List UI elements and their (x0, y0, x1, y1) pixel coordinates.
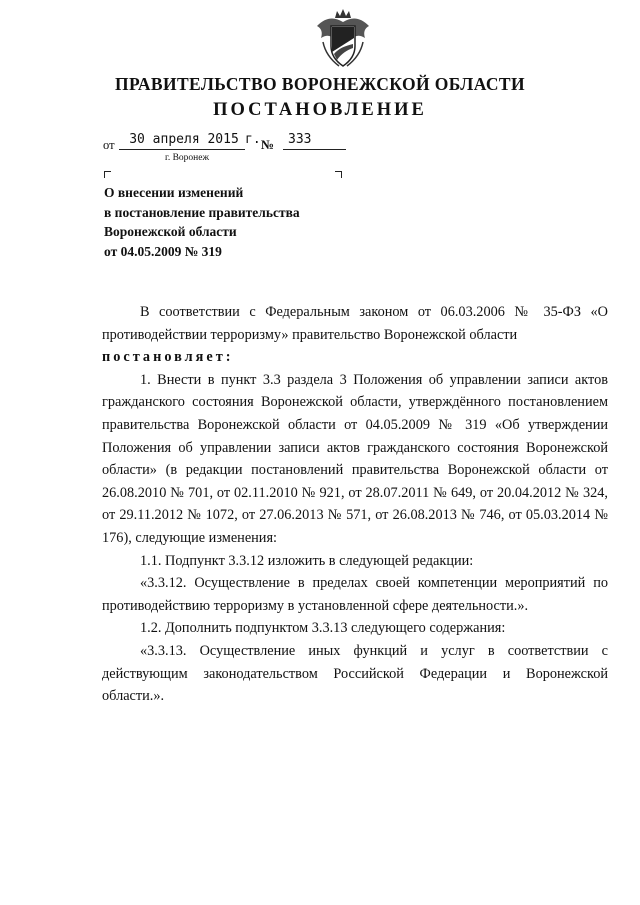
item-1-2-quote: «3.3.13. Осуществление иных функций и услуг в соответствии с действующим законодательством Российской Федерации и Воронежской области.». (102, 642, 608, 705)
document-type-title: ПОСТАНОВЛЕНИЕ (213, 100, 427, 120)
coat-of-arms-icon (311, 8, 375, 70)
left-bracket-mark (104, 171, 111, 178)
item-1-paragraph: 1. Внести в пункт 3.3 раздела 3 Положения об управлении записи актов гражданского состояния Воронежской области, утверждённого постановлением правительства Воронежской области от 04.05.2009 № 319 «Об утверждении Положения об управлении записи актов гражданского состояния Воронежской области» (в редакции постановлений правительства Воронежской области от 26.08.2010 № 701, от 02.11.2010 № 921, от 28.07.2011 № 649, от 20.04.2012 № 324, от 29.11.2012 № 1072, от 27.06.2013 № 571, от 26.08.2013 № 746, от 05.03.2014 № 176), следующие изменения: (102, 371, 608, 546)
right-bracket-mark (335, 171, 342, 178)
intro-paragraph: В соответствии с Федеральным законом от 06.03.2006 № 35-ФЗ «О противодействии терроризму» правительство Воронежской области (102, 304, 608, 343)
number-label: № (261, 137, 275, 152)
document-subject (104, 183, 300, 261)
date-prefix-label: от (103, 138, 115, 152)
item-1-1-paragraph: 1.1. Подпункт 3.3.12 изложить в следующей редакции: (140, 552, 474, 569)
item-1-2-paragraph: 1.2. Дополнить подпунктом 3.3.13 следующего содержания: (140, 620, 506, 637)
city-label: г. Воронеж (165, 153, 210, 163)
subject-line: в постановление правительства (104, 204, 300, 220)
document-number: 333 (288, 132, 312, 147)
subject-line: от 04.05.2009 № 319 (104, 243, 222, 259)
document-body (102, 301, 608, 708)
date-underline (119, 149, 245, 150)
number-underline (283, 149, 346, 150)
document-date: 30 апреля 2015 (129, 132, 239, 147)
government-title: ПРАВИТЕЛЬСТВО ВОРОНЕЖСКОЙ ОБЛАСТИ (114, 74, 526, 94)
subject-line: О внесении изменений (104, 185, 244, 200)
item-1-1-quote: «3.3.12. Осуществление в пределах своей компетенции мероприятий по противодействию терроризму в установленной сфере деятельности.». (102, 575, 608, 614)
year-suffix: г. (245, 132, 261, 147)
resolves-word: постановляет: (102, 349, 234, 366)
subject-line: Воронежской области (104, 224, 237, 239)
